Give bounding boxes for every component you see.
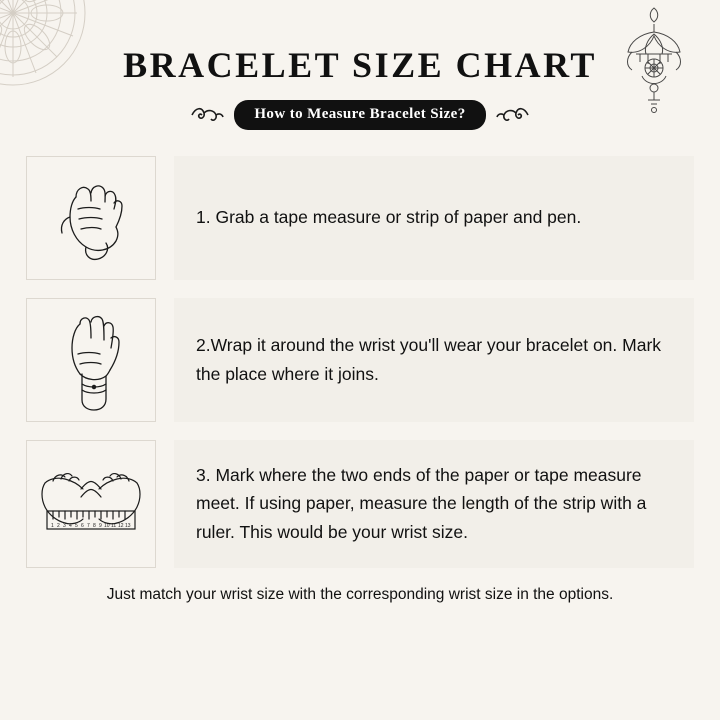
step-3-figure xyxy=(26,440,156,568)
step-2-text-panel xyxy=(174,298,694,422)
footer-note: Just match your wrist size with the corresponding wrist size in the options. xyxy=(106,585,614,603)
svg-text:4: 4 xyxy=(69,522,72,529)
svg-text:1: 1 xyxy=(51,522,54,529)
steps-list xyxy=(0,156,720,568)
svg-text:8: 8 xyxy=(93,522,96,529)
step-1-text-panel xyxy=(174,156,694,280)
flourish-left-icon xyxy=(190,104,224,126)
svg-text:3: 3 xyxy=(63,522,66,529)
header xyxy=(0,0,720,130)
list-item xyxy=(26,440,694,568)
svg-text:10: 10 xyxy=(104,522,110,529)
hand-with-tape-around-wrist-icon xyxy=(36,304,146,416)
flourish-right-icon xyxy=(496,104,530,126)
step-2-text: 2.Wrap it around the wrist you'll wear your bracelet on. Mark the place where it joins. xyxy=(196,335,662,384)
hands-measuring-with-ruler-icon xyxy=(31,449,151,559)
step-1-figure xyxy=(26,156,156,280)
svg-text:5: 5 xyxy=(75,522,78,529)
subtitle-pill: How to Measure Bracelet Size? xyxy=(234,100,485,130)
step-1-text: 1. Grab a tape measure or strip of paper and pen. xyxy=(196,207,582,228)
list-item xyxy=(26,298,694,422)
step-3-text-panel xyxy=(174,440,694,568)
subtitle-row xyxy=(0,100,720,130)
svg-text:13: 13 xyxy=(125,522,131,529)
step-2-figure xyxy=(26,298,156,422)
svg-text:9: 9 xyxy=(99,522,102,529)
list-item xyxy=(26,156,694,280)
svg-text:6: 6 xyxy=(81,522,84,529)
fist-hand-with-tape-icon xyxy=(36,163,146,273)
step-3-text: 3. Mark where the two ends of the paper or tape measure meet. If using paper, measure the length of the strip with a ruler. This would be your wrist size. xyxy=(196,465,647,542)
svg-text:11: 11 xyxy=(111,522,117,529)
svg-text:12: 12 xyxy=(118,522,124,529)
page-title: BRACELET SIZE CHART xyxy=(123,45,597,85)
svg-text:2: 2 xyxy=(57,522,60,529)
svg-text:7: 7 xyxy=(87,522,90,529)
